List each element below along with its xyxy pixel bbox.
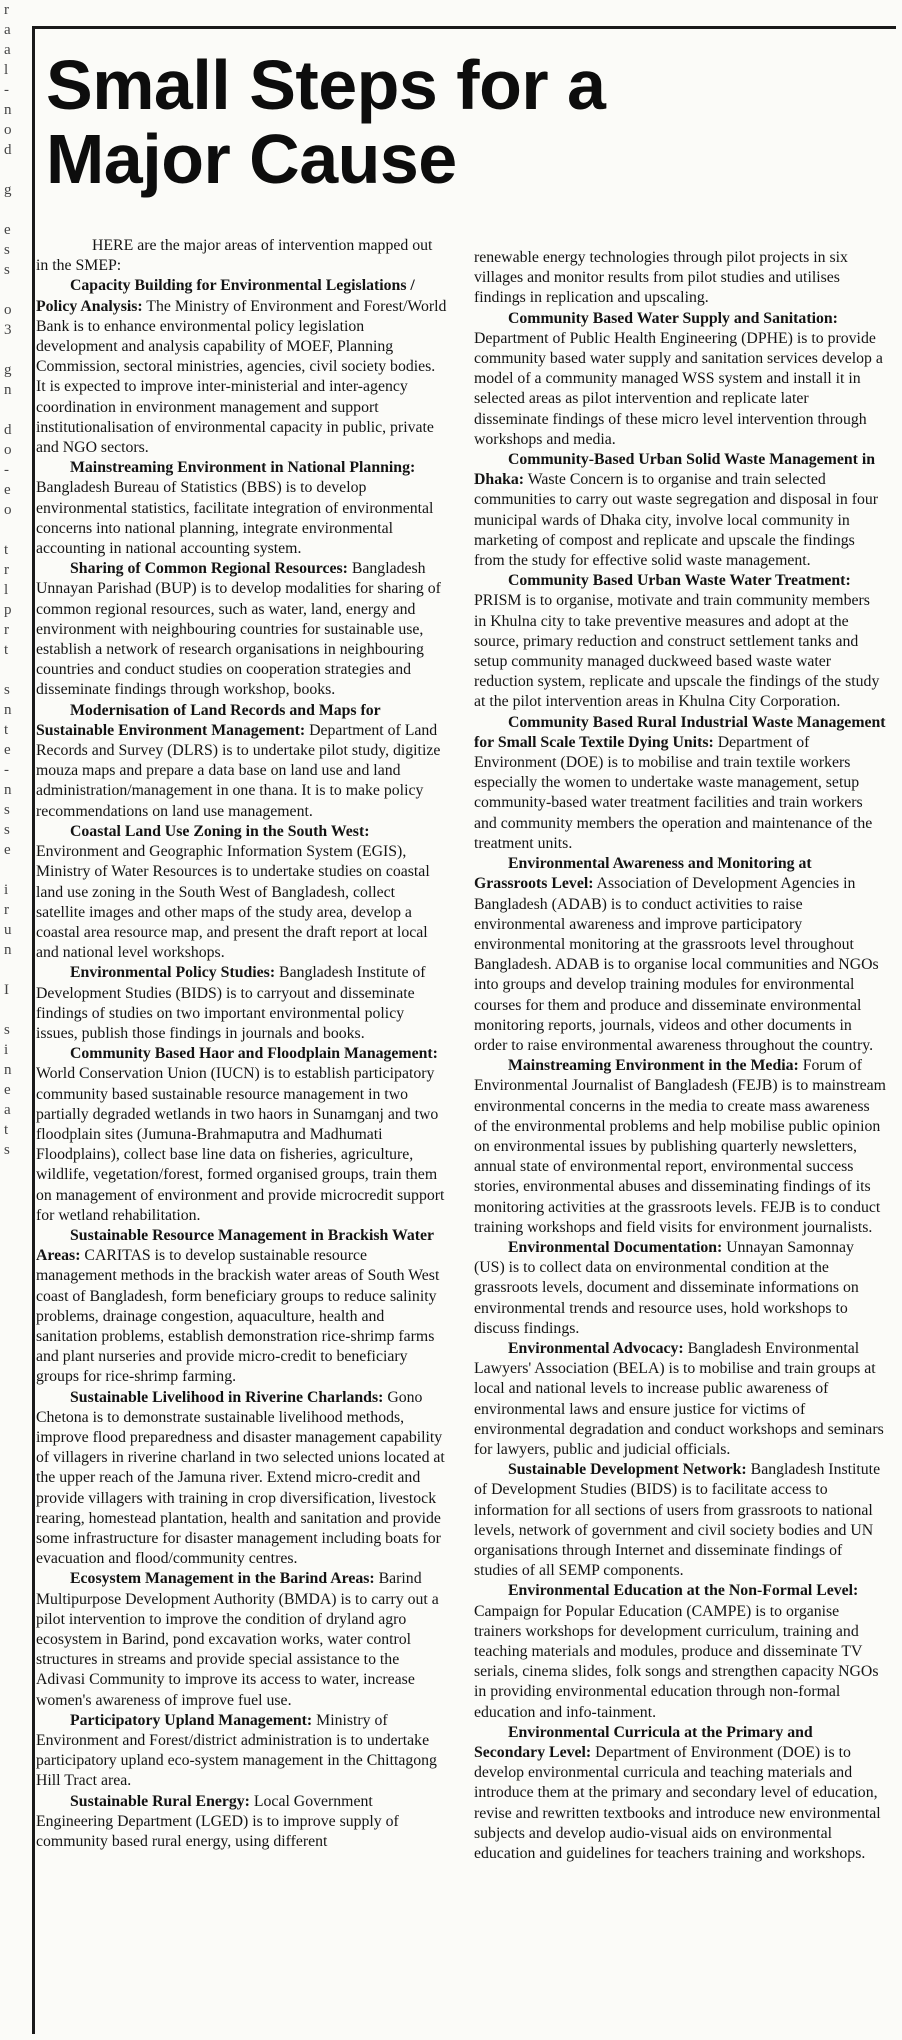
intervention-body: Waste Concern is to organise and train selected communities to carry out waste segregation and disposal in four municipal wards of Dhaka city, involve local community in marketing of compost and replicate and upscale the findings from the study for effective solid waste management.	[474, 471, 879, 570]
intervention-item	[474, 713, 886, 854]
margin-fragment: -	[4, 762, 9, 778]
intervention-item	[474, 309, 886, 450]
continued-paragraph: renewable energy technologies through pilot projects in six villages and monitor results from pilot studies and utilises findings in replication and upscaling.	[474, 249, 848, 307]
intervention-body: Bangladesh Unnayan Parishad (BUP) is to develop modalities for sharing of common regional resources, such as water, land, energy and environment with neighbouring countries for sustainable use, establish a network of research organisations in neighbouring countries and conduct studies on cooperation strategies and disseminate findings through workshop, books.	[36, 560, 441, 699]
margin-fragment: n	[4, 942, 12, 958]
margin-fragment	[0, 340, 26, 360]
left-column	[36, 236, 448, 2026]
margin-fragment: t	[4, 542, 9, 558]
intervention-item	[36, 822, 448, 963]
margin-fragment: t	[4, 1122, 9, 1138]
margin-fragment: I	[4, 982, 9, 998]
margin-fragment: a	[4, 22, 11, 38]
right-items	[474, 309, 886, 1865]
intervention-item	[474, 1723, 886, 1864]
intervention-title: Environmental Curricula at the Primary and Secondary Level:	[474, 1723, 813, 1762]
intervention-item	[474, 1460, 886, 1581]
intervention-title: Mainstreaming Environment in the Media:	[508, 1057, 799, 1075]
margin-fragment: a	[4, 42, 11, 58]
margin-fragment: r	[4, 2, 9, 18]
margin-fragment: i	[4, 1042, 9, 1058]
intervention-item	[36, 1388, 448, 1570]
intervention-title: Ecosystem Management in the Barind Areas:	[70, 1570, 375, 1588]
intervention-title: Sharing of Common Regional Resources:	[70, 560, 348, 578]
left-items	[36, 276, 448, 1852]
margin-fragment: -	[4, 82, 9, 98]
intro-paragraph: HERE are the major areas of intervention mapped out in the SMEP:	[36, 237, 433, 275]
margin-fragment: o	[4, 302, 12, 318]
margin-fragment: r	[4, 622, 9, 638]
margin-fragment: n	[4, 782, 12, 798]
margin-fragment	[0, 860, 26, 880]
margin-fragment: d	[4, 142, 12, 158]
intervention-item	[474, 571, 886, 712]
margin-fragment: d	[4, 422, 12, 438]
margin-fragment: e	[4, 842, 11, 858]
intervention-title: Community Based Urban Waste Water Treatment:	[508, 572, 851, 590]
margin-fragment: s	[4, 822, 10, 838]
intervention-body: Gono Chetona is to demonstrate sustainable livelihood methods, improve flood preparedness and disaster management capability of villagers in riverine charland in two selected unions located at the upper reach of the Jamuna river. Extend micro-credit and provide villagers with training in crop diversification, livestock rearing, homestead plantation, health and sanitation and provide some infrastructure for disaster management including boats for evacuation and flood/community centres.	[36, 1388, 445, 1568]
headline-line-1: Small Steps for a	[46, 46, 606, 124]
intervention-body: Association of Development Agencies in Bangladesh (ADAB) is to conduct activities to raise environmental awareness and improve participatory environmental monitoring at the grassroots level throughout Bangladesh. ADAB is to organise local communities and NGOs into groups and develop training modules for environmental courses for them and produce and disseminate environmental monitoring reports, journals, videos and other documents in order to raise environmental awareness throughout the country.	[474, 875, 879, 1054]
adjacent-column-fragments	[0, 0, 26, 2040]
intervention-item	[36, 276, 448, 458]
margin-fragment	[0, 960, 26, 980]
intervention-body: Bangladesh Institute of Development Studies (BIDS) is to facilitate access to information for all sections of users from grassroots to national levels, network of government and civil society bodies and UN organisations through Internet and disseminate findings of studies of all SEMP components.	[474, 1461, 881, 1580]
headline	[46, 48, 866, 196]
intervention-body: The Ministry of Environment and Forest/World Bank is to enhance environmental policy legislation development and analysis capability of MOEF, Planning Commission, sectoral ministries, agencies, civil society bodies. It is expected to improve inter-ministerial and inter-agency coordination in environment management and support institutionalisation of environmental capacity in public, private and NGO sectors.	[36, 297, 447, 457]
intervention-body: PRISM is to organise, motivate and train community members in Khulna city to take preventive measures and adopt at the source, primary reduction and construct settlement tanks and setup community managed duckweed based waste water reduction system, replicate and upscale the findings of the study at the pilot intervention areas in Khulna City Corporation.	[474, 592, 880, 711]
intervention-body: Department of Land Records and Survey (DLRS) is to undertake pilot study, digitize mouza maps and prepare a data base on land use and land administration/management in one thana. It is to make policy recommendations on land use management.	[36, 721, 441, 820]
intervention-item	[36, 701, 448, 822]
margin-fragment	[0, 280, 26, 300]
intervention-item	[36, 963, 448, 1044]
intervention-item	[36, 1792, 448, 1853]
intervention-title: Sustainable Rural Energy:	[70, 1792, 250, 1810]
margin-fragment	[0, 200, 26, 220]
intervention-title: Mainstreaming Environment in National Planning:	[70, 459, 416, 477]
margin-fragment: -	[4, 462, 9, 478]
intervention-body: CARITAS is to develop sustainable resource management methods in the brackish water areas of South West coast of Bangladesh, form beneficiary groups to reduce salinity problems, drainage congestion, aquaculture, health and sanitation problems, establish demonstration rice-shrimp farms and plant nurseries and provide micro-credit to beneficiary groups for rice-shrimp farming.	[36, 1247, 440, 1386]
margin-fragment: 3	[4, 322, 12, 338]
margin-fragment	[0, 1000, 26, 1020]
margin-fragment: e	[4, 482, 11, 498]
intervention-title: Capacity Building for Environmental Legislations / Policy Analysis:	[36, 277, 415, 315]
intervention-title: Environmental Education at the Non-Formal Level:	[508, 1582, 859, 1600]
intervention-body: Bangladesh Institute of Development Studies (BIDS) is to carryout and disseminate findings of studies on two important environmental policy issues, publish those findings in journals and books.	[36, 964, 426, 1042]
margin-fragment: e	[4, 1082, 11, 1098]
margin-fragment: g	[4, 362, 12, 378]
intervention-item	[474, 1238, 886, 1339]
intervention-item	[36, 458, 448, 559]
intervention-title: Environmental Policy Studies:	[70, 964, 276, 982]
margin-fragment: g	[4, 182, 12, 198]
intervention-item	[36, 1226, 448, 1388]
margin-fragment: r	[4, 562, 9, 578]
margin-fragment: s	[4, 802, 10, 818]
margin-fragment: s	[4, 262, 10, 278]
intervention-title: Community-Based Urban Solid Waste Management in Dhaka:	[474, 451, 876, 489]
intervention-body: Bangladesh Bureau of Statistics (BBS) is to develop environmental statistics, facilitate integration of environmental concerns into national planning, integrate environmental accounting in national accounting system.	[36, 479, 434, 558]
margin-fragment: p	[4, 602, 12, 618]
margin-fragment: n	[4, 382, 12, 398]
margin-fragment: r	[4, 902, 9, 918]
margin-fragment: u	[4, 922, 12, 938]
margin-fragment	[0, 520, 26, 540]
intervention-body: World Conservation Union (IUCN) is to establish participatory community based sustainable resource management in two partially degraded wetlands in two haors in Sunamganj and two floodplain sites (Jumuna-Brahmaputra and Madhumati Floodplains), collect base line data on fisheries, agriculture, wildlife, vegetation/forest, formed organised groups, train them on management of environment and provide microcredit support for wetland rehabilitation.	[36, 1065, 445, 1224]
intervention-item	[474, 450, 886, 571]
margin-fragment: t	[4, 642, 9, 658]
margin-fragment: n	[4, 702, 12, 718]
margin-fragment: i	[4, 882, 9, 898]
intervention-body: Local Government Engineering Department (LGED) is to improve supply of community based rural energy, using different	[36, 1792, 399, 1851]
intervention-item	[474, 854, 886, 1056]
margin-fragment: o	[4, 442, 12, 458]
intervention-title: Sustainable Development Network:	[508, 1461, 747, 1479]
intervention-body: Department of Environment (DOE) is to develop environmental curricula and teaching materials and introduce them at the primary and secondary level of education, revise and rewritten textbooks and introduce new environmental subjects and develop audio-visual aids on environmental education and guidelines for teachers training and workshops.	[474, 1744, 881, 1863]
intervention-title: Environmental Advocacy:	[508, 1339, 684, 1357]
margin-fragment: n	[4, 102, 12, 118]
margin-fragment	[0, 660, 26, 680]
intervention-item	[36, 1711, 448, 1792]
intervention-title: Coastal Land Use Zoning in the South West:	[70, 822, 370, 840]
intervention-item	[36, 1569, 448, 1710]
margin-fragment: s	[4, 242, 10, 258]
intervention-title: Participatory Upland Management:	[70, 1711, 313, 1729]
margin-fragment: s	[4, 682, 10, 698]
intervention-body: Ministry of Environment and Forest/district administration is to undertake participatory upland eco-system management in the Chittagong Hill Tract area.	[36, 1711, 437, 1790]
intervention-body: Environment and Geographic Information System (EGIS), Ministry of Water Resources is to undertake studies on coastal land use zoning in the South West of Bangladesh, collect satellite images and other maps of the study area, develop a coastal area resource map, and present the draft report at local and national level workshops.	[36, 843, 430, 962]
margin-fragment	[0, 160, 26, 180]
intervention-title: Modernisation of Land Records and Maps for Sustainable Environment Management:	[36, 701, 381, 739]
intervention-item	[36, 1044, 448, 1226]
intervention-title: Environmental Awareness and Monitoring at Grassroots Level:	[474, 855, 812, 893]
intervention-title: Community Based Haor and Floodplain Management:	[70, 1045, 438, 1063]
margin-fragment: o	[4, 122, 12, 138]
intervention-title: Environmental Documentation:	[508, 1238, 723, 1256]
margin-fragment: a	[4, 1102, 11, 1118]
intervention-body: Bangladesh Environmental Lawyers' Association (BELA) is to mobilise and train groups at local and national levels to increase public awareness of environmental laws and ensure justice for victims of environmental degradation and conduct workshops and seminars for lawyers, public and judicial officials.	[474, 1339, 884, 1458]
intervention-item	[36, 559, 448, 700]
intervention-title: Community Based Rural Industrial Waste Management for Small Scale Textile Dying Units:	[474, 713, 886, 751]
intervention-title: Community Based Water Supply and Sanitation:	[508, 309, 838, 327]
intervention-item	[474, 1056, 886, 1238]
margin-fragment: n	[4, 1062, 12, 1078]
margin-fragment	[0, 400, 26, 420]
right-column	[474, 248, 886, 2038]
intervention-body: Department of Environment (DOE) is to mobilise and train textile workers especially the women to undertake waste management, setup community-based water treatment facilities and train workers and community members the operation and maintenance of the treatment units.	[474, 733, 873, 852]
margin-fragment: t	[4, 722, 9, 738]
margin-fragment: e	[4, 222, 11, 238]
intervention-body: Unnayan Samonnay (US) is to collect data on environmental condition at the grassroots levels, document and disseminate informations on environmental trends and resource uses, hold workshops to discuss findings.	[474, 1238, 859, 1337]
intervention-body: Barind Multipurpose Development Authority (BMDA) is to carry out a pilot intervention to improve the condition of dryland agro ecosystem in Barind, pond excavation works, water control structures in streams and provide special assistance to the Adivasi Community to improve its access to water, increase women's awareness of improve fuel use.	[36, 1570, 439, 1709]
headline-line-2: Major Cause	[46, 120, 457, 198]
margin-fragment: s	[4, 1142, 10, 1158]
intervention-title: Sustainable Livelihood in Riverine Charlands:	[70, 1388, 384, 1406]
intervention-item	[474, 1581, 886, 1722]
margin-fragment: e	[4, 742, 11, 758]
margin-fragment: l	[4, 582, 9, 598]
intervention-body: Department of Public Health Engineering (DPHE) is to provide community based water supply and sanitation services develop a model of a community managed WSS system and install it in selected areas as pilot intervention and replicate later disseminate findings of these micro level intervention through workshops and media.	[474, 329, 883, 448]
margin-fragment: l	[4, 62, 9, 78]
intervention-title: Sustainable Resource Management in Brackish Water Areas:	[36, 1226, 434, 1265]
intervention-item	[474, 1339, 886, 1460]
margin-fragment: o	[4, 502, 12, 518]
intervention-body: Campaign for Popular Education (CAMPE) is to organise trainers workshops for development curriculum, training and teaching materials and modules, produce and disseminate TV serials, cinema slides, folk songs and strengthen capacity NGOs in providing environmental education through non-formal education and info-tainment.	[474, 1602, 879, 1721]
margin-fragment: s	[4, 1022, 10, 1038]
intervention-body: Forum of Environmental Journalist of Bangladesh (FEJB) is to mainstream environmental concerns in the media to create mass awareness of the environmental problems and help mobilise public opinion on environmental issues by publishing quarterly newsletters, annual state of environmental report, environmental success stories, environmental abuses and disseminating findings of its monitoring activities at the grassroots levels. FEJB is to conduct training workshops and field visits for environment journalists.	[474, 1057, 886, 1236]
